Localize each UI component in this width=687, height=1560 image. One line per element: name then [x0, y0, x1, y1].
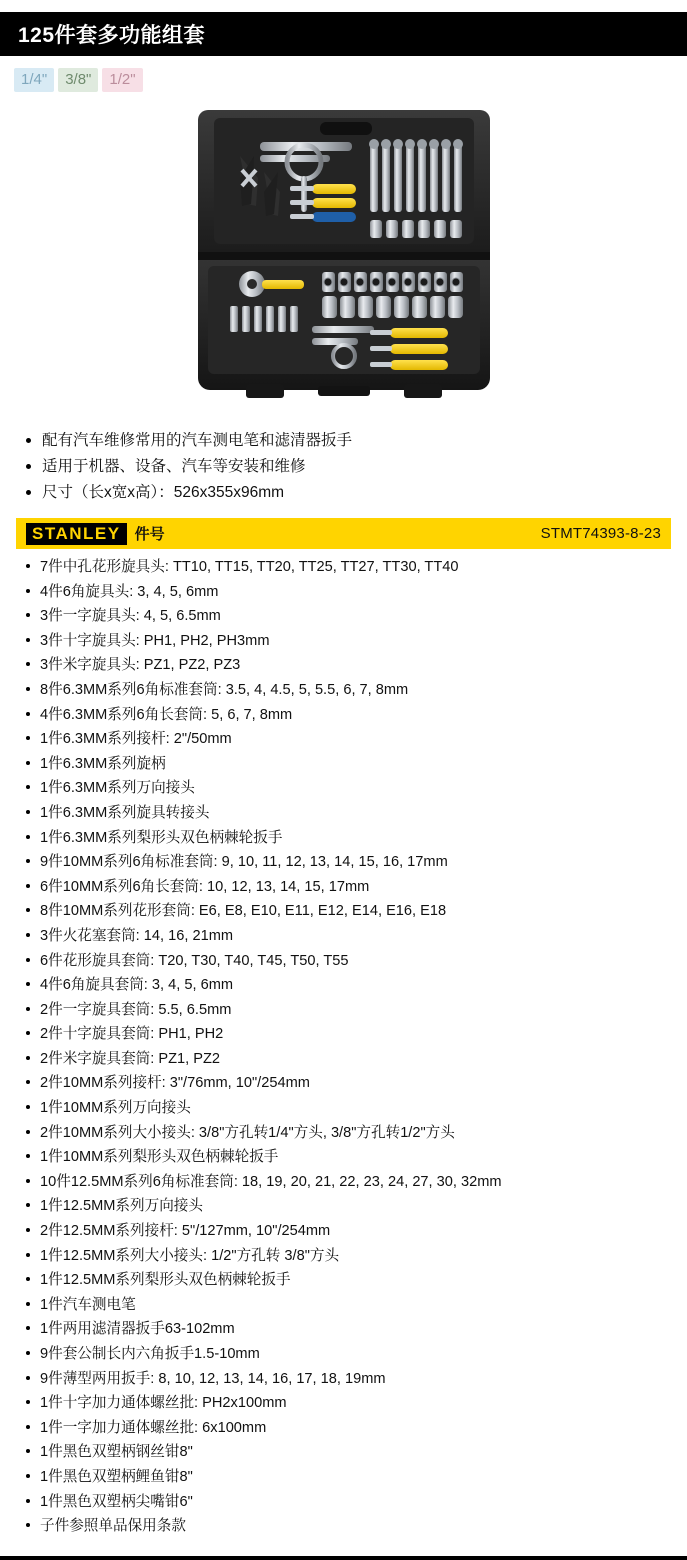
bottom-rule: [0, 1556, 687, 1560]
spec-item: 2件10MM系列接杆: 3"/76mm, 10"/254mm: [26, 1071, 673, 1096]
spec-item: 1件汽车测电笔: [26, 1293, 673, 1318]
stanley-logo: STANLEY: [26, 523, 127, 545]
size-chip-half: 1/2": [102, 68, 142, 92]
spec-item: 1件10MM系列万向接头: [26, 1096, 673, 1121]
spec-item: 2件一字旋具套筒: 5.5, 6.5mm: [26, 998, 673, 1023]
product-spec-page: [0, 12, 687, 1560]
spec-item: 3件火花塞套筒: 14, 16, 21mm: [26, 924, 673, 949]
spec-item: 3件一字旋具头: 4, 5, 6.5mm: [26, 604, 673, 629]
spec-item: 1件黑色双塑柄尖嘴钳6": [26, 1490, 673, 1515]
spec-item: 1件12.5MM系列万向接头: [26, 1194, 673, 1219]
spec-item: 1件6.3MM系列梨形头双色柄棘轮扳手: [26, 826, 673, 851]
spec-item: 8件10MM系列花形套筒: E6, E8, E10, E11, E12, E14, E16, E18: [26, 899, 673, 924]
spec-item: 2件十字旋具套筒: PH1, PH2: [26, 1022, 673, 1047]
product-image: [0, 98, 687, 424]
spec-item: 1件一字加力通体螺丝批: 6x100mm: [26, 1416, 673, 1441]
brand-sku-bar: [16, 518, 671, 549]
brand-left-group: [26, 523, 165, 545]
feature-list: [0, 428, 687, 506]
spec-list: [0, 555, 687, 1539]
spec-item: 1件两用滤清器扳手63-102mm: [26, 1317, 673, 1342]
spec-item: 7件中孔花形旋具头: TT10, TT15, TT20, TT25, TT27, TT30, TT40: [26, 555, 673, 580]
spec-item: 1件12.5MM系列梨形头双色柄棘轮扳手: [26, 1268, 673, 1293]
spec-item: 4件6.3MM系列6角长套筒: 5, 6, 7, 8mm: [26, 703, 673, 728]
spec-item: 1件10MM系列梨形头双色柄棘轮扳手: [26, 1145, 673, 1170]
spec-item: 2件米字旋具套筒: PZ1, PZ2: [26, 1047, 673, 1072]
size-chip-row: [0, 56, 687, 98]
tool-case-illustration: [194, 100, 494, 418]
spec-item: 子件参照单品保用条款: [26, 1514, 673, 1539]
spec-item: 1件6.3MM系列旋柄: [26, 752, 673, 777]
spec-item: 1件黑色双塑柄钢丝钳8": [26, 1440, 673, 1465]
page-title: 125件套多功能组套: [18, 24, 206, 47]
spec-item: 1件黑色双塑柄鲤鱼钳8": [26, 1465, 673, 1490]
spec-item: 2件10MM系列大小接头: 3/8"方孔转1/4"方头, 3/8"方孔转1/2"方头: [26, 1121, 673, 1146]
spec-item: 4件6角旋具套筒: 3, 4, 5, 6mm: [26, 973, 673, 998]
spec-item: 6件10MM系列6角长套筒: 10, 12, 13, 14, 15, 17mm: [26, 875, 673, 900]
spec-item: 6件花形旋具套筒: T20, T30, T40, T45, T50, T55: [26, 949, 673, 974]
spec-item: 1件6.3MM系列旋具转接头: [26, 801, 673, 826]
spec-item: 10件12.5MM系列6角标准套筒: 18, 19, 20, 21, 22, 23, 24, 27, 30, 32mm: [26, 1170, 673, 1195]
feature-item: 适用于机器、设备、汽车等安装和维修: [26, 454, 669, 480]
part-number-label: 件号: [134, 525, 165, 543]
spec-item: 2件12.5MM系列接杆: 5"/127mm, 10"/254mm: [26, 1219, 673, 1244]
spec-item: 3件十字旋具头: PH1, PH2, PH3mm: [26, 629, 673, 654]
spec-item: 1件十字加力通体螺丝批: PH2x100mm: [26, 1391, 673, 1416]
spec-item: 9件薄型两用扳手: 8, 10, 12, 13, 14, 16, 17, 18, 19mm: [26, 1367, 673, 1392]
spec-item: 8件6.3MM系列6角标准套筒: 3.5, 4, 4.5, 5, 5.5, 6, 7, 8mm: [26, 678, 673, 703]
spec-item: 1件6.3MM系列接杆: 2"/50mm: [26, 727, 673, 752]
spec-item: 9件套公制长内六角扳手1.5-10mm: [26, 1342, 673, 1367]
feature-item: 配有汽车维修常用的汽车测电笔和滤清器扳手: [26, 428, 669, 454]
size-chip-quarter: 1/4": [14, 68, 54, 92]
spec-item: 9件10MM系列6角标准套筒: 9, 10, 11, 12, 13, 14, 15, 16, 17mm: [26, 850, 673, 875]
page-title-bar: [0, 12, 687, 56]
spec-item: 1件6.3MM系列万向接头: [26, 776, 673, 801]
part-number-value: STMT74393-8-23: [540, 525, 661, 542]
feature-item: 尺寸（长x宽x高）：526x355x96mm: [26, 480, 669, 506]
spec-item: 3件米字旋具头: PZ1, PZ2, PZ3: [26, 653, 673, 678]
spec-item: 4件6角旋具头: 3, 4, 5, 6mm: [26, 580, 673, 605]
spec-item: 1件12.5MM系列大小接头: 1/2"方孔转 3/8"方头: [26, 1244, 673, 1269]
size-chip-three-eighths: 3/8": [58, 68, 98, 92]
